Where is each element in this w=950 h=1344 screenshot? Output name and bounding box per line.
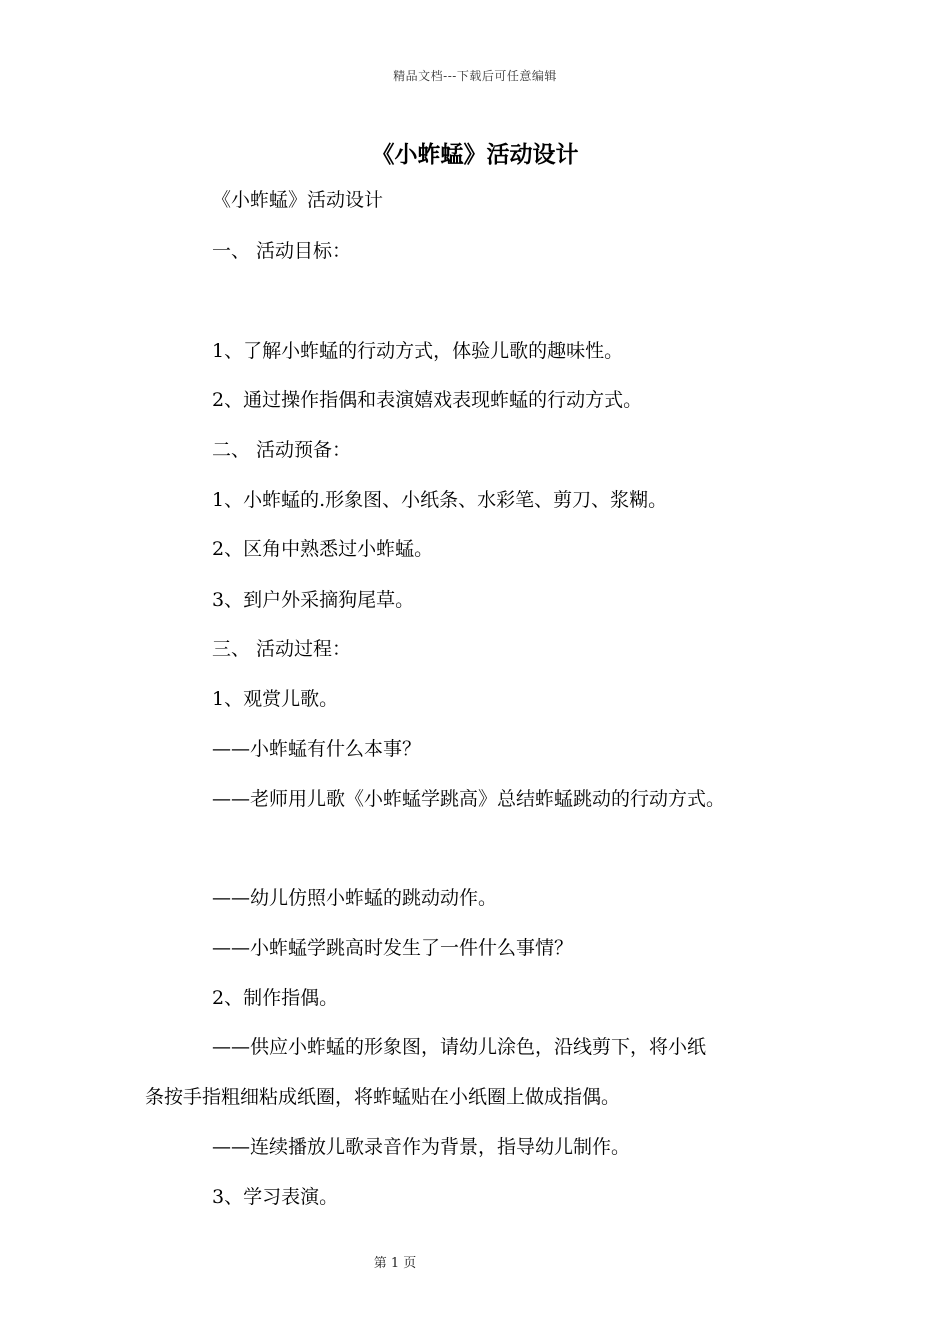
section-heading-preparation: 二、 活动预备： — [212, 439, 352, 461]
process-line: ——供应小蚱蜢的形象图，请幼儿涂色，沿线剪下，将小纸 — [212, 1036, 707, 1058]
section-heading-goals: 一、 活动目标： — [212, 240, 352, 262]
process-step-2: 2、制作指偶。 — [212, 987, 339, 1009]
goal-item-2: 2、通过操作指偶和表演嬉戏表现蚱蜢的行动方式。 — [212, 389, 643, 411]
process-line: ——老师用儿歌《小蚱蜢学跳高》总结蚱蜢跳动的行动方式。 — [212, 788, 726, 810]
section-heading-process: 三、 活动过程： — [212, 638, 352, 660]
process-line: ——幼儿仿照小蚱蜢的跳动动作。 — [212, 887, 498, 909]
process-line: ——小蚱蜢有什么本事？ — [212, 738, 422, 760]
goal-item-1: 1、了解小蚱蜢的行动方式，体验儿歌的趣味性。 — [212, 340, 624, 362]
page-header: 精品文档---下载后可任意编辑 — [393, 69, 557, 83]
page-number: 第 1 页 — [373, 1256, 417, 1271]
prep-item-3: 3、到户外采摘狗尾草。 — [212, 589, 415, 611]
prep-item-1: 1、小蚱蜢的.形象图、小纸条、水彩笔、剪刀、浆糊。 — [212, 489, 668, 511]
process-step-3: 3、学习表演。 — [212, 1186, 339, 1208]
document-title: 《小蚱蜢》活动设计 — [371, 141, 579, 168]
process-step-1: 1、观赏儿歌。 — [212, 688, 339, 710]
process-line: ——连续播放儿歌录音作为背景，指导幼儿制作。 — [212, 1136, 631, 1158]
process-line: ——小蚱蜢学跳高时发生了一件什么事情？ — [212, 937, 574, 959]
prep-item-2: 2、区角中熟悉过小蚱蜢。 — [212, 538, 434, 560]
process-line-continued: 条按手指粗细粘成纸圈，将蚱蜢贴在小纸圈上做成指偶。 — [145, 1086, 621, 1108]
subtitle-line: 《小蚱蜢》活动设计 — [212, 189, 384, 211]
